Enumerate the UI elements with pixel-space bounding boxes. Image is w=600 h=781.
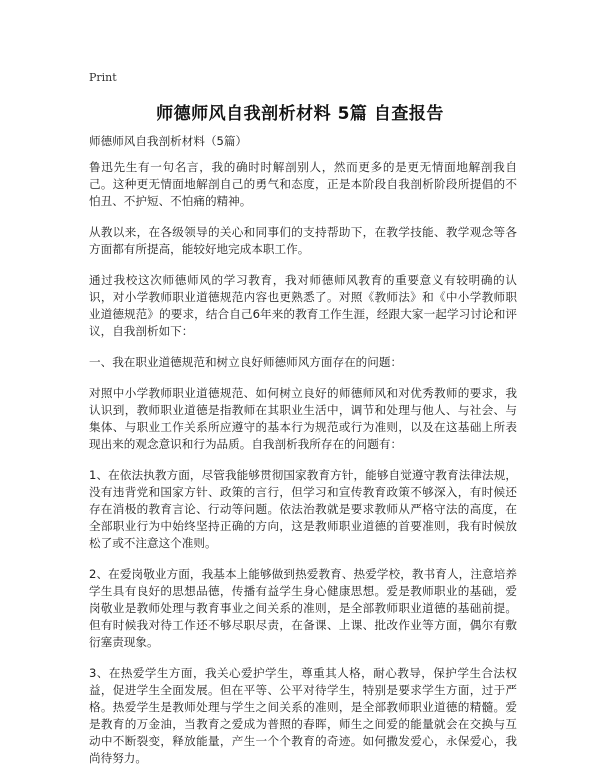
document-body — [89, 133, 517, 781]
document-title: 师德师风自我剖析材料 5篇 自查报告 — [156, 104, 444, 124]
paragraph-professional-ethics: 对照中小学教师职业道德规范、如何树立良好的师德师风和对优秀教师的要求，我认识到，教师职业道德是指教师在其职业生活中，调节和处理与他人、与社会、与集体、与职业工作关系所应遵守的基本行为规范或行为准则，以及在这基础上所表现出来的观念意识和行为品质。自我剖析我所存在的问题有： — [89, 386, 517, 451]
paragraph-since-teaching: 从教以来，在各级领导的关心和同事们的支持帮助下，在教学技能、教学观念等各方面都有所提高，能较好地完成本职工作。 — [89, 225, 517, 256]
document-subtitle: 师德师风自我剖析材料（5篇） — [89, 134, 248, 148]
paragraph-item-3: 3、在热爱学生方面，我关心爱护学生，尊重其人格，耐心教导，保护学生合法权益，促进学生全面发展。但在平等、公平对待学生，特别是要求学生方面，过于严格。热爱学生是教师处理与学生之间关系的准则，是全部教师职业道德的精髓。爱是教育的万金油，当教育之爱成为普照的春晖，师生之间爱的能量就会在交换与互动中不断裂变，释放能量，产生一个个教育的奇迹。如何撒发爱心，永保爱心，我尚待努力。 — [89, 666, 517, 765]
paragraph-item-1: 1、在依法执教方面，尽管我能够贯彻国家教育方针，能够自觉遵守教育法律法规，没有违背党和国家方针、政策的言行，但学习和宣传教育政策不够深入，有时候还存在消极的教育言论、行动等问题。依法治教就是要求教师从严格守法的高度，在全部职业行为中始终坚持正确的方向，这是教师职业道德的首要准则，我有时候放松了或不注意这个准则。 — [89, 468, 517, 550]
paragraph-intro-quote: 鲁迅先生有一句名言，我的确时时解剖别人，然而更多的是更无情面地解剖我自己。这种更无情面地解剖自己的勇气和态度，正是本阶段自我剖析阶段所提倡的不怕丑、不护短、不怕痛的精神。 — [89, 160, 517, 208]
print-label: Print — [89, 71, 117, 84]
paragraph-item-2: 2、在爱岗敬业方面，我基本上能够做到热爱教育、热爱学校，教书育人，注意培养学生具有良好的思想品德，传播有益学生身心健康思想。爱是教师职业的基础，爱岗敬业是教师处理与教育事业之间关系的准则，是全部教师职业道德的基础前提。但有时候我对待工作还不够尽职尽责，在备课、上课、批改作业等方面，偶尔有敷衍塞责现象。 — [89, 567, 517, 649]
section-heading-problems: 一、我在职业道德规范和树立良好师德师风方面存在的问题： — [89, 355, 403, 369]
paragraph-study-education: 通过我校这次师德师风的学习教育，我对师德师风教育的重要意义有较明确的认识，对小学教师职业道德规范内容也更熟悉了。对照《教师法》和《中小学教师职业道德规范》的要求，结合自己6年来的教育工作生涯，经跟大家一起学习讨论和评议，自我剖析如下： — [89, 273, 517, 338]
